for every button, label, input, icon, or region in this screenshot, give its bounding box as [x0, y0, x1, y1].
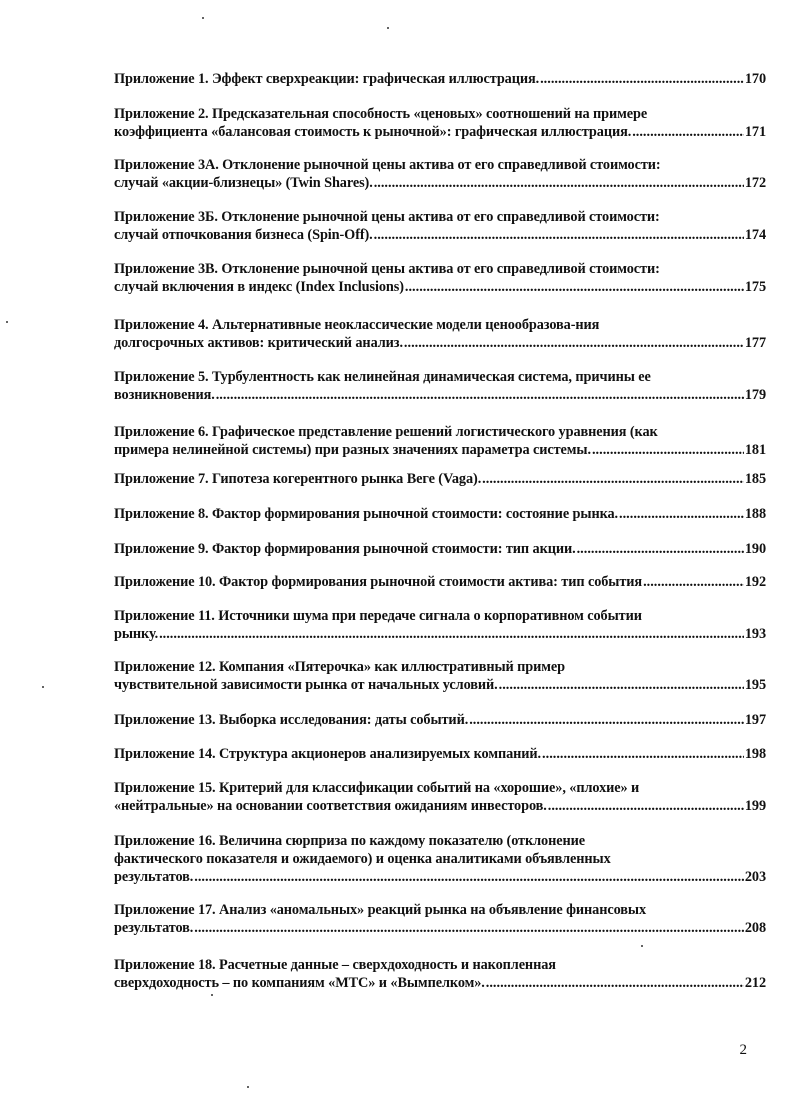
toc-page-number: 171 [744, 124, 766, 140]
toc-page-number: 181 [744, 442, 766, 458]
toc-entry-text: Приложение 7. Гипотеза когерентного рынка Веге (Vaga). [114, 471, 482, 487]
scan-speck [202, 17, 204, 19]
toc-page-number: 197 [744, 712, 766, 728]
toc-entry[interactable] [114, 423, 766, 459]
toc-entry-text: чувствительной зависимости рынка от начальных условий. [114, 677, 498, 693]
toc-page-number: 175 [744, 279, 766, 295]
toc-entry-text: Приложение 13. Выборка исследования: даты событий. [114, 712, 469, 728]
toc-page-number: 188 [744, 506, 766, 522]
toc-page-number: 208 [744, 920, 766, 936]
toc-entry-text: Приложение 12. Компания «Пятерочка» как иллюстративный пример [114, 659, 565, 675]
toc-entry-text: Приложение 1. Эффект сверхреакции: графическая иллюстрация. [114, 71, 540, 87]
dot-leader [216, 386, 744, 404]
toc-page-number: 185 [744, 471, 766, 487]
toc-page-number: 179 [744, 387, 766, 403]
toc-page-number: 177 [744, 335, 766, 351]
scan-speck [641, 945, 643, 947]
page-number: 2 [739, 1042, 747, 1058]
toc-entry-text: Приложение 3А. Отклонение рыночной цены актива от его справедливой стоимости: [114, 157, 661, 173]
toc-entry-text: возникновения. [114, 387, 215, 403]
toc-entry-text: Приложение 17. Анализ «аномальных» реакций рынка на объявление финансовых [114, 902, 647, 918]
toc-entry-text: коэффициента «балансовая стоимость к рыночной»: графическая иллюстрация. [114, 124, 632, 140]
dot-leader [486, 974, 744, 992]
scan-speck [42, 686, 44, 688]
toc-entry-text: случай включения в индекс (Index Inclusions) [114, 279, 404, 295]
dot-leader [577, 540, 744, 558]
toc-entry[interactable] [114, 832, 766, 886]
toc-entry-text: Приложение 4. Альтернативные неоклассические модели ценообразова-ния [114, 317, 600, 333]
toc-entry[interactable] [114, 105, 766, 141]
toc-entry[interactable] [114, 260, 766, 296]
toc-entry-text: Приложение 9. Фактор формирования рыночной стоимости: тип акции. [114, 541, 576, 557]
toc-page-number: 192 [744, 574, 766, 590]
toc-page-number: 190 [744, 541, 766, 557]
dot-leader [548, 797, 744, 815]
dot-leader [374, 174, 744, 192]
dot-leader [540, 70, 744, 88]
toc-entry[interactable] [114, 711, 766, 729]
toc-entry-text: Приложение 16. Величина сюрприза по каждому показателю (отклонение [114, 833, 585, 849]
scan-speck [6, 321, 8, 323]
toc-entry-text: Приложение 15. Критерий для классификации событий на «хорошие», «плохие» и [114, 780, 640, 796]
toc-entry[interactable] [114, 901, 766, 937]
toc-entry[interactable] [114, 658, 766, 694]
toc-entry-text: долгосрочных активов: критический анализ. [114, 335, 403, 351]
toc-entry-text: «нейтральные» на основании соответствия ожиданиям инвесторов. [114, 798, 547, 814]
toc-entry[interactable] [114, 70, 766, 88]
toc-entry-text: фактического показателя и ожидаемого) и оценка аналитиками объявленных [114, 851, 611, 867]
dot-leader [194, 868, 744, 886]
toc-entry[interactable] [114, 779, 766, 815]
toc-entry-text: примера нелинейной системы) при разных значениях параметра системы. [114, 442, 591, 458]
dot-leader [374, 226, 744, 244]
toc-entry-text: результатов. [114, 869, 194, 885]
toc-entry[interactable] [114, 156, 766, 192]
toc-entry[interactable] [114, 505, 766, 523]
dot-leader [542, 745, 744, 763]
toc-entry[interactable] [114, 956, 766, 992]
dot-leader [499, 676, 744, 694]
toc-page-number: 212 [744, 975, 766, 991]
toc-page-number: 199 [744, 798, 766, 814]
scan-speck [387, 27, 389, 29]
toc-entry-text: случай «акции-близнецы» (Twin Shares). [114, 175, 373, 191]
dot-leader [469, 711, 744, 729]
toc-page-number: 203 [744, 869, 766, 885]
toc-entry-text: Приложение 14. Структура акционеров анализируемых компаний. [114, 746, 542, 762]
toc-page-number: 193 [744, 626, 766, 642]
toc-page-number: 174 [744, 227, 766, 243]
dot-leader [592, 441, 744, 459]
toc-entry-text: Приложение 10. Фактор формирования рыночной стоимости актива: тип события [114, 574, 643, 590]
toc-page-number: 198 [744, 746, 766, 762]
dot-leader [159, 625, 744, 643]
toc-page-number: 170 [744, 71, 766, 87]
toc-entry-text: Приложение 8. Фактор формирования рыночной стоимости: состояние рынка. [114, 506, 619, 522]
dot-leader [404, 334, 744, 352]
scan-speck [211, 994, 213, 996]
toc-entry-text: сверхдоходность – по компаниям «МТС» и «Вымпелком». [114, 975, 485, 991]
toc-entry[interactable] [114, 316, 766, 352]
toc-entry-text: Приложение 11. Источники шума при передаче сигнала о корпоративном событии [114, 608, 642, 624]
toc-entry-text: Приложение 2. Предсказательная способность «ценовых» соотношений на примере [114, 106, 648, 122]
toc-entry[interactable] [114, 470, 766, 488]
scan-speck [247, 1086, 249, 1088]
toc-entry-text: результатов. [114, 920, 194, 936]
dot-leader [482, 470, 744, 488]
toc-entry-text: Приложение 5. Турбулентность как нелинейная динамическая система, причины ее [114, 369, 651, 385]
toc-entry-text: Приложение 3В. Отклонение рыночной цены актива от его справедливой стоимости: [114, 261, 660, 277]
toc-entry[interactable] [114, 607, 766, 643]
toc-entry-text: рынку. [114, 626, 159, 642]
toc-page-number: 172 [744, 175, 766, 191]
dot-leader [632, 123, 744, 141]
dot-leader [619, 505, 744, 523]
toc-entry[interactable] [114, 208, 766, 244]
toc-page-number: 195 [744, 677, 766, 693]
toc-entry[interactable] [114, 745, 766, 763]
dot-leader [643, 573, 744, 591]
toc-entry-text: случай отпочкования бизнеса (Spin-Off). [114, 227, 373, 243]
dot-leader [194, 919, 744, 937]
toc-entry-text: Приложение 18. Расчетные данные – сверхдоходность и накопленная [114, 957, 556, 973]
dot-leader [405, 278, 744, 296]
toc-entry-text: Приложение 3Б. Отклонение рыночной цены актива от его справедливой стоимости: [114, 209, 660, 225]
toc-entry[interactable] [114, 540, 766, 558]
toc-entry[interactable] [114, 573, 766, 591]
toc-entry-text: Приложение 6. Графическое представление решений логистического уравнения (как [114, 424, 658, 440]
toc-entry[interactable] [114, 368, 766, 404]
